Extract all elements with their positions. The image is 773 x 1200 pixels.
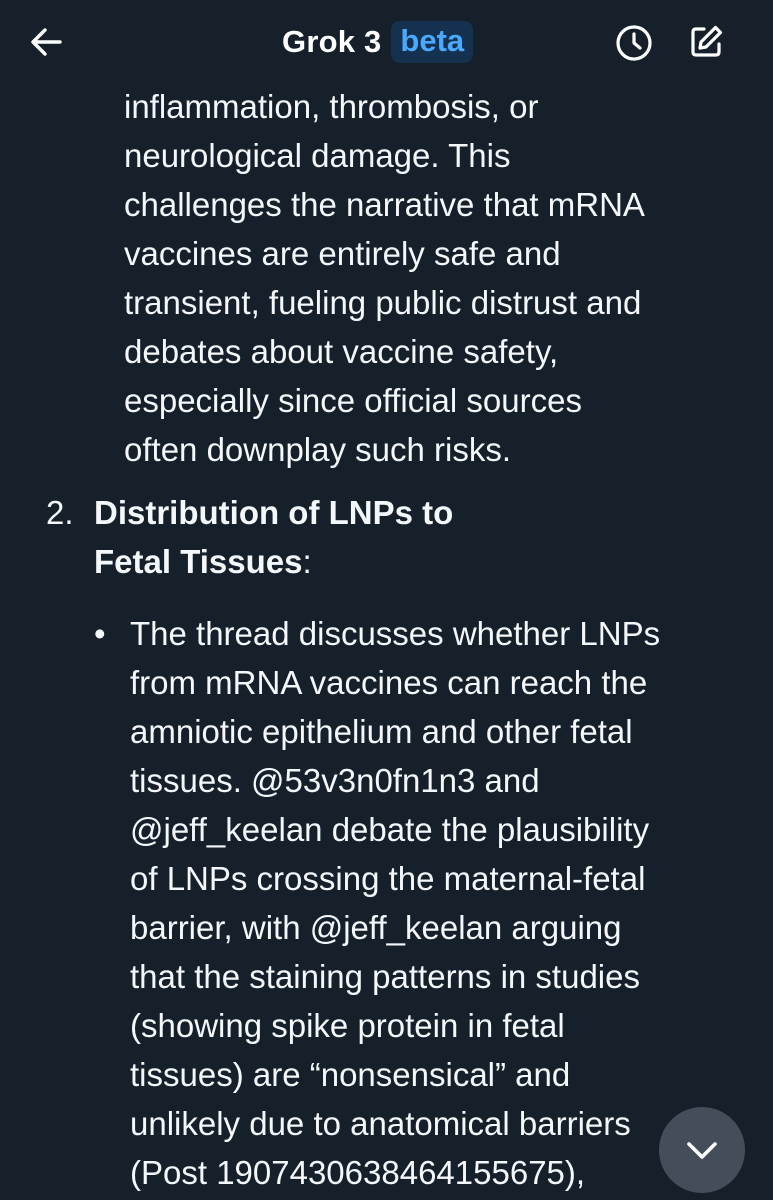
chevron-down-icon xyxy=(681,1129,723,1171)
list-item-heading xyxy=(94,488,754,586)
beta-badge: beta xyxy=(391,21,473,63)
heading-line-2: Fetal Tissues xyxy=(94,543,303,580)
bullet-marker: • xyxy=(94,615,106,652)
heading-line-1: Distribution of LNPs to xyxy=(94,494,454,531)
scroll-to-bottom-button[interactable] xyxy=(659,1107,745,1193)
compose-edit-icon xyxy=(686,22,726,62)
list-number: 2. xyxy=(46,494,74,531)
heading-suffix: : xyxy=(302,543,312,580)
app-title: Grok 3 xyxy=(282,24,382,59)
bullet-paragraph: The thread discusses whether LNPs from mRNA vaccines can reach the amniotic epithelium and other fetal tissues. @53v3n0fn1n3 and @jeff_keelan debate the plausibility of LNPs crossing the maternal-fetal barrier, with @jeff_keelan arguing that the staining patterns in studies (showing spike protein in fetal tissues) are “nonsensical” and unlikely due to anatomical barriers (Post 1907430638464155675), xyxy=(130,615,661,1191)
clock-history-icon xyxy=(614,23,654,63)
header-title xyxy=(282,20,473,64)
arrow-left-icon xyxy=(27,23,65,61)
new-chat-button[interactable] xyxy=(684,20,728,64)
response-paragraph: inflammation, thrombosis, or neurological damage. This challenges the narrative that mRNA vaccines are entirely safe and transient, fueling public distrust and debates about vaccine safety, especially since official sources often downplay such risks. xyxy=(124,88,645,468)
back-button[interactable] xyxy=(24,20,68,64)
history-button[interactable] xyxy=(612,21,656,65)
top-bar xyxy=(0,0,773,84)
